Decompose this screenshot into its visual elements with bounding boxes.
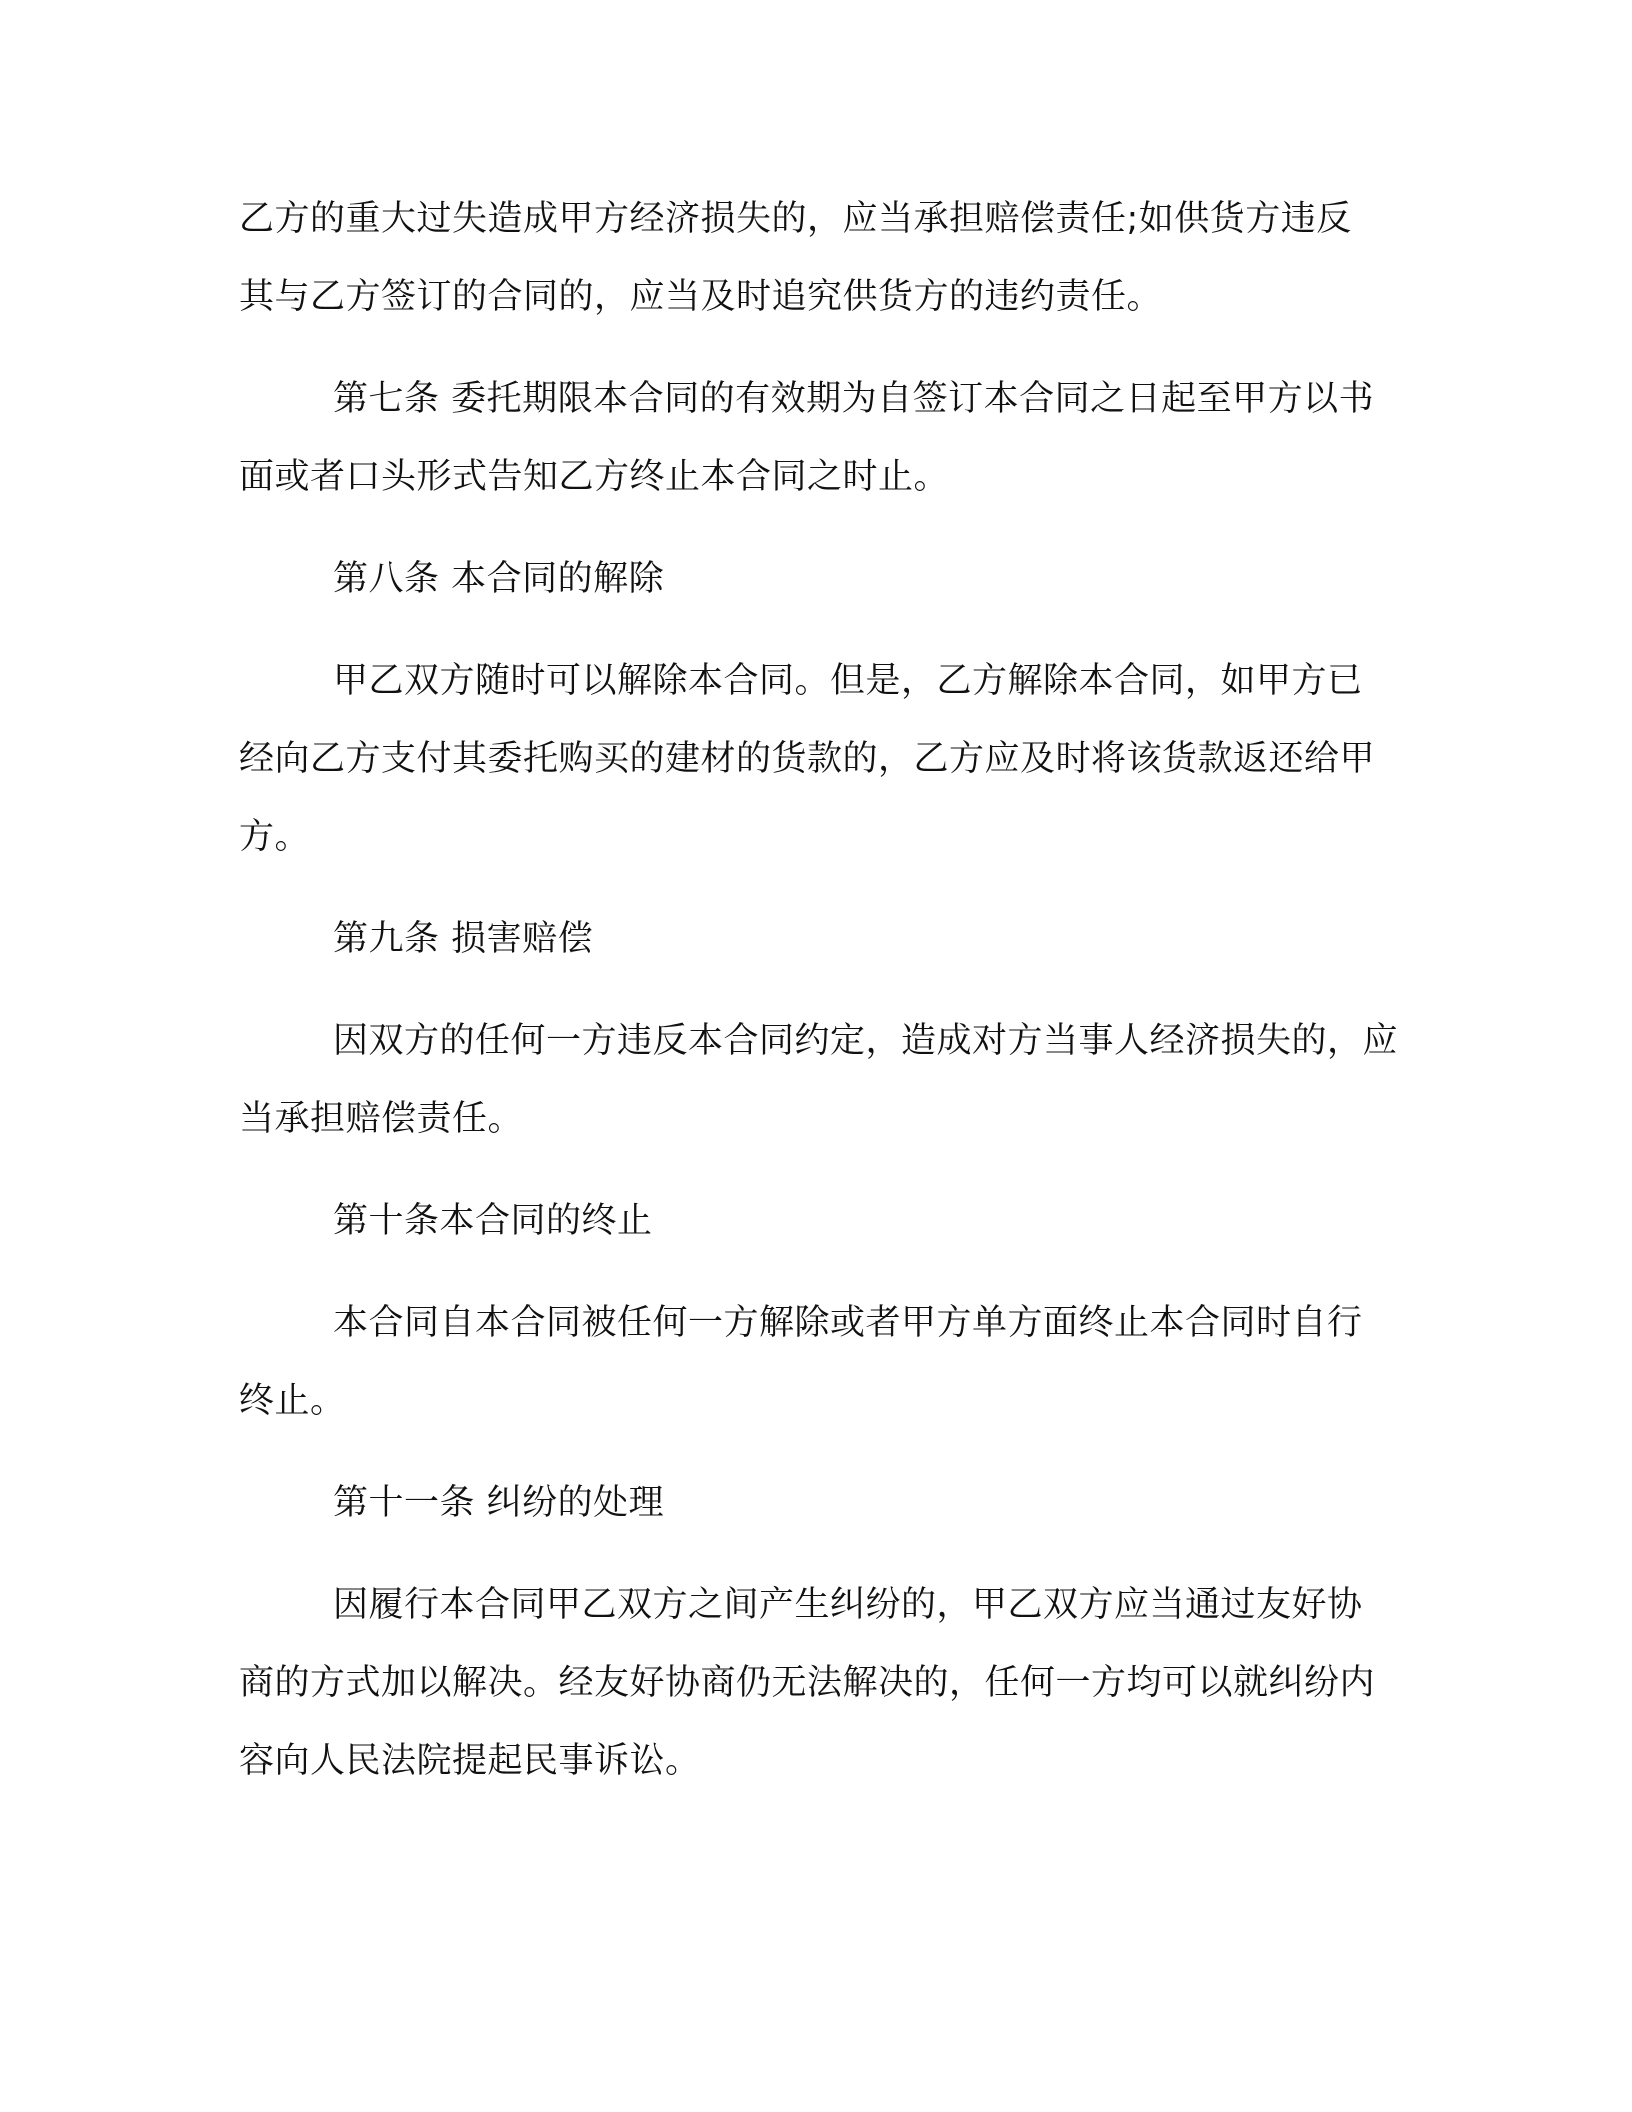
article-10-heading: 第十条本合同的终止: [333, 1201, 653, 1241]
article-11-heading: 第十一条 纠纷的处理: [333, 1483, 665, 1523]
article-9-heading: 第九条 损害赔偿: [333, 919, 594, 959]
article-9-body: 因双方的任何一方违反本合同约定，造成对方当事人经济损失的，应当承担赔偿责任。: [239, 1021, 1399, 1139]
article-8-body: 甲乙双方随时可以解除本合同。但是，乙方解除本合同，如甲方已经向乙方支付其委托购买的建材的货款的，乙方应及时将该货款返还给甲方。: [239, 661, 1376, 857]
document-body: [239, 180, 1409, 1824]
paragraph-liability-continuation: 乙方的重大过失造成甲方经济损失的，应当承担赔偿责任;如供货方违反其与乙方签订的合同的，应当及时追究供货方的违约责任。: [239, 199, 1352, 317]
article-7-term: 第七条 委托期限本合同的有效期为自签订本合同之日起至甲方以书面或者口头形式告知乙方终止本合同之时止。: [239, 379, 1375, 497]
article-8-heading: 第八条 本合同的解除: [333, 559, 665, 599]
article-11-body: 因履行本合同甲乙双方之间产生纠纷的，甲乙双方应当通过友好协商的方式加以解决。经友好协商仍无法解决的，任何一方均可以就纠纷内容向人民法院提起民事诉讼。: [239, 1585, 1376, 1781]
article-10-body: 本合同自本合同被任何一方解除或者甲方单方面终止本合同时自行终止。: [239, 1303, 1363, 1421]
